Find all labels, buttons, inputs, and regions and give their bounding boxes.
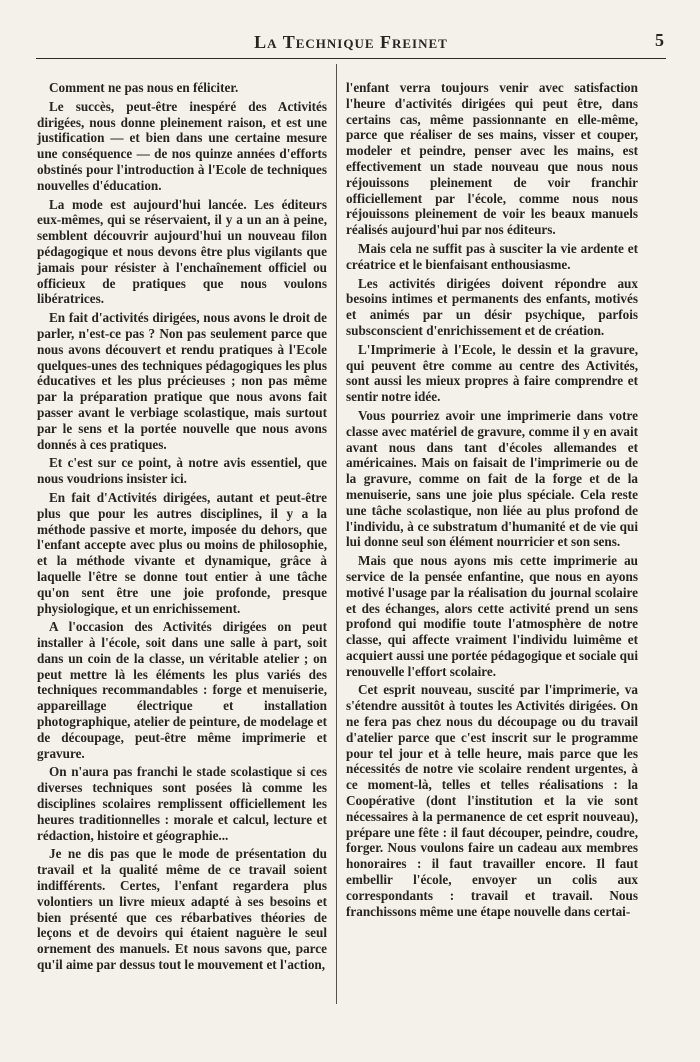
paragraph: Comment ne pas nous en féliciter.	[49, 80, 239, 95]
column-divider	[336, 64, 337, 1004]
paragraph: La mode est aujourd'hui lancée. Les éditeurs eux-mêmes, qui se réservaient, il y a un an à peine, semblent découvrir aujourd'hui un nouveau filon pédagogique et nous devons être plus vigilants que jamais pour résister à l'enchaînement officiel ou officieux de pratiques que nous voulons libératrices.	[37, 196, 327, 307]
paragraph: Mais cela ne suffit pas à susciter la vie ardente et créatrice et le bienfaisant enthousiasme.	[346, 240, 638, 272]
paragraph: On n'aura pas franchi le stade scolastique si ces diverses techniques sont posées là comme les disciplines scolaires remplissent officiellement les heures traditionnelles : morale et calcul, lecture et rédaction, histoire et géographie...	[37, 764, 327, 843]
paragraph: Et c'est sur ce point, à notre avis essentiel, que nous voudrions insister ici.	[37, 455, 327, 487]
paragraph: Vous pourriez avoir une imprimerie dans votre classe avec matériel de gravure, comme il y en avait avant nous dans tant d'écoles allemandes et américaines. Mais on faisait de l'imprimerie ou de la gravure, comme on fait de la forge et de la menuiserie, sans une joie plus spéciale. Cela reste une tâche scolastique, non liée au plus profond de l'individu, à ce substratum d'humanité et de vie qui lui donne seul son élément nourricier et son sens.	[346, 407, 638, 550]
page-number: 5	[655, 30, 664, 50]
paragraph: Je ne dis pas que le mode de présentation du travail et la qualité même de ce travail soient indifférents. Certes, l'enfant regardera plus volontiers un livre mieux adapté à ses besoins et bien présenté que ces rébarbatives théories de leçons et de devoirs qui étaient naguère le seul ornement des manuels. Et nous savons que, parce qu'il aime par dessus tout le mouvement et l'action,	[37, 846, 327, 973]
paragraph-continued: l'enfant verra toujours venir avec satisfaction l'heure d'activités dirigées qui peut être, dans certains cas, même passionnante en elle-même, parce que réaliser de ses mains, visser et couper, modeler et peindre, penser avec les mains, est effectivement un stade nouveau que nous nous réjouissons pleinement de voir franchir officiellement par l'école, comme nous nous réjouissons pleinement de voir les beaux manuels réalisés aujourd'hui par nos éditeurs.	[346, 80, 638, 238]
paragraph: En fait d'Activités dirigées, autant et peut-être plus que pour les autres disciplines, il y a la méthode passive et morte, imposée du dehors, que l'enfant accepte avec plus ou moins de philosophie, et la méthode vivante et dynamique, grâce à laquelle l'être se donne tout entier à une tâche qu'on sent être une joie profonde, presque physiologique, et un enrichissement.	[37, 489, 327, 616]
paragraph: En fait d'activités dirigées, nous avons le droit de parler, n'est-ce pas ? Non pas seulement parce que nous avons découvert et rendu pratiques à l'Ecole quelques-unes des techniques pédagogiques les plus éducatives et les plus précieuses ; non pas même par la préparation pratique que nous avons fait passer avant le verbiage scolastique, mais surtout par le sens et la portée nouvelle que nous avons donnés à ces pratiques.	[37, 310, 327, 452]
paragraph: Mais que nous ayons mis cette imprimerie au service de la pensée enfantine, que nous en ayons motivé l'usage par la réalisation du journal scolaire et des échanges, alors cette activité prend un sens profond qui modifie toute l'atmosphère de notre classe, qui affecte vraiment l'individu luimême et acquiert aussi une portée pédagogique et sociale qui renouvelle l'effort scolaire.	[346, 553, 638, 679]
paragraph: A l'occasion des Activités dirigées on peut installer à l'école, soit dans une salle à part, soit dans un coin de la classe, un véritable atelier ; on peut mettre là les éléments les plus variés des techniques recommandables : forge et menuiserie, appareillage électrique et installation photographique, atelier de peinture, de modelage et de découpage, peut-être même imprimerie et gravure.	[37, 619, 327, 761]
running-title: La Technique Freinet	[254, 32, 448, 52]
page-header	[36, 30, 666, 59]
paragraph: Les activités dirigées doivent répondre aux besoins intimes et permanents des enfants, motivés et animés par un désir psychique, parfois subsconscient d'enrichissement et de création.	[346, 275, 638, 338]
paragraph: Le succès, peut-être inespéré des Activités dirigées, nous donne pleinement raison, et est une justification — et bien dans une certaine mesure une conséquence — de nos quinze années d'efforts obstinés pour l'introduction à l'Ecole de techniques nouvelles d'éducation.	[37, 98, 327, 193]
left-column	[37, 80, 327, 976]
paragraph: Cet esprit nouveau, suscité par l'imprimerie, va s'étendre aussitôt à toutes les Activités dirigées. On ne fera pas chez nous du découpage ou du travail d'atelier parce que c'est inscrit sur le programme pour tel jour et à telle heure, mais parce que les nécessités de notre vie scolaire rendent urgentes, à ce moment-là, telles et telles réalisations : la Coopérative (dont l'institution et la vie sont nécessaires à la permanence de cet esprit nouveau), prépare une fête : il faut découper, peindre, coudre, forger. Nous voulons faire un cadeau aux membres honoraires : il faut travailler encore. Il faut embellir l'école, envoyer un colis aux correspondants : travail et travail. Nous franchissons même une étape nouvelle dans certai-	[346, 682, 638, 919]
right-column	[346, 80, 638, 922]
paragraph: L'Imprimerie à l'Ecole, le dessin et la gravure, qui peuvent être comme au centre des Activités, sont aussi les mieux propres à faire comprendre et sentir notre idée.	[346, 341, 638, 405]
